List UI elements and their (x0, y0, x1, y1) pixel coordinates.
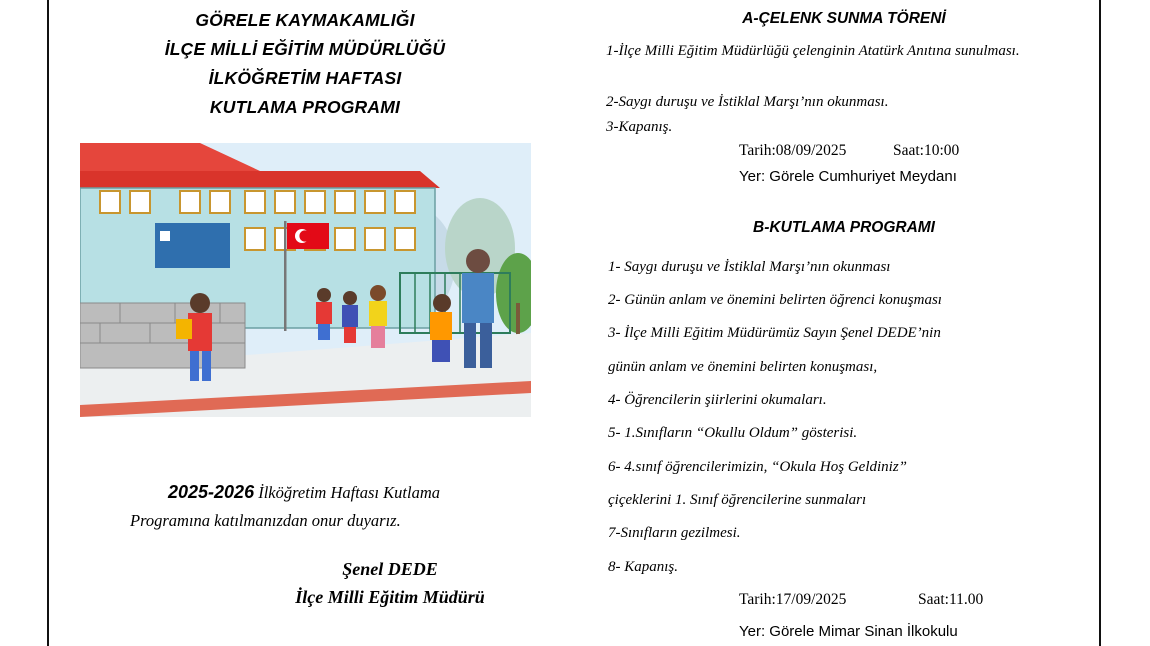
section-a-place: Yer: Görele Cumhuriyet Meydanı (739, 168, 957, 185)
section-b-line-9: 7-Sınıfların gezilmesi. (608, 525, 741, 541)
school-illustration (80, 143, 531, 417)
section-b-time: Saat:11.00 (918, 591, 984, 608)
signature-block (240, 555, 540, 611)
section-a-item-1: 1-İlçe Milli Eğitim Müdürlüğü çelenginin Atatürk Anıtına sunulması. (606, 43, 1020, 59)
section-b-line-1: 1- Saygı duruşu ve İstiklal Marşı’nın okunması (608, 259, 891, 275)
invitation-line-1: İlköğretim Haftası Kutlama (258, 483, 441, 502)
section-a-item-3: 3-Kapanış. (606, 119, 673, 135)
invitation-line-2: Programına katılmanızdan onur duyarız. (130, 511, 401, 530)
section-b-line-3: 3- İlçe Milli Eğitim Müdürümüz Sayın Şenel DEDE’nin (608, 325, 941, 341)
section-b-line-8: çiçeklerini 1. Sınıf öğrencilerine sunmaları (608, 492, 867, 508)
invitation-text (130, 478, 550, 535)
signature-title: İlçe Milli Eğitim Müdürü (295, 587, 485, 607)
header-line-1: GÖRELE KAYMAKAMLIĞI (195, 10, 415, 30)
section-b-heading: B-KUTLAMA PROGRAMI (753, 219, 935, 236)
section-b-line-7: 6- 4.sınıf öğrencilerimizin, “Okula Hoş Geldiniz” (608, 459, 908, 475)
section-b-date: Tarih:17/09/2025 (739, 591, 847, 608)
left-border-line (47, 0, 49, 646)
section-a-date: Tarih:08/09/2025 (739, 142, 847, 159)
section-a-heading: A-ÇELENK SUNMA TÖRENİ (742, 10, 946, 27)
section-b-line-4: günün anlam ve önemini belirten konuşması, (608, 359, 878, 375)
header-line-3: İLKÖĞRETİM HAFTASI (208, 68, 402, 88)
section-b-line-5: 4- Öğrencilerin şiirlerini okumaları. (608, 392, 827, 408)
section-b-place: Yer: Görele Mimar Sinan İlkokulu (739, 623, 958, 640)
header-line-4: KUTLAMA PROGRAMI (209, 97, 401, 117)
section-a-item-2: 2-Saygı duruşu ve İstiklal Marşı’nın okunması. (606, 94, 889, 110)
right-border-line (1099, 0, 1101, 646)
section-a-time: Saat:10:00 (893, 142, 960, 159)
section-b-line-10: 8- Kapanış. (608, 559, 679, 575)
header-line-2: İLÇE MİLLİ EĞİTİM MÜDÜRLÜĞÜ (164, 39, 446, 59)
signature-name: Şenel DEDE (342, 559, 438, 579)
document-header (90, 6, 520, 122)
section-b-line-6: 5- 1.Sınıfların “Okullu Oldum” gösterisi. (608, 425, 858, 441)
section-b-line-2: 2- Günün anlam ve önemini belirten öğrenci konuşması (608, 292, 942, 308)
invitation-year: 2025-2026 (168, 482, 255, 502)
